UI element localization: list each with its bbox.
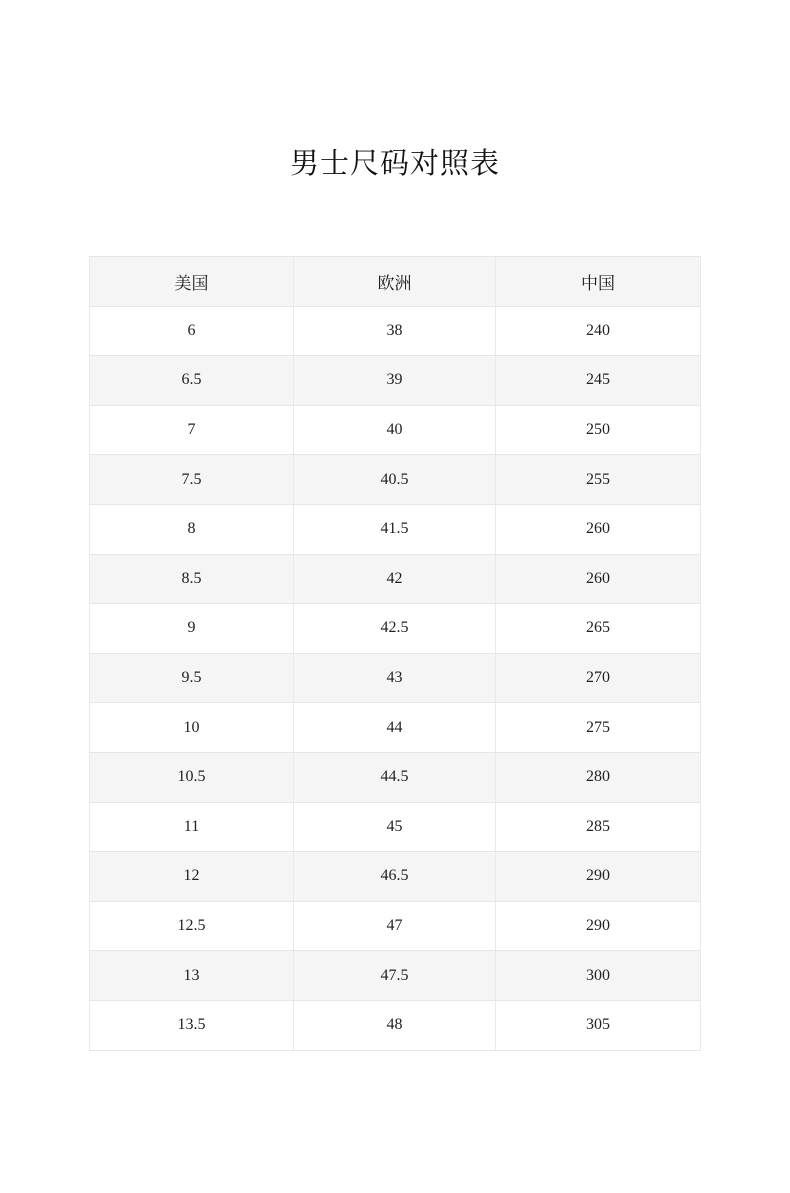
header-eu: 欧洲 xyxy=(294,257,496,307)
cell-eu: 44.5 xyxy=(294,752,496,802)
cell-cn: 300 xyxy=(496,951,701,1001)
cell-cn: 290 xyxy=(496,852,701,902)
cell-us: 9 xyxy=(90,604,294,654)
cell-eu: 41.5 xyxy=(294,504,496,554)
cell-eu: 42.5 xyxy=(294,604,496,654)
cell-us: 8 xyxy=(90,504,294,554)
cell-eu: 40.5 xyxy=(294,455,496,505)
cell-eu: 43 xyxy=(294,653,496,703)
cell-us: 13.5 xyxy=(90,1000,294,1050)
cell-eu: 47 xyxy=(294,901,496,951)
cell-eu: 42 xyxy=(294,554,496,604)
cell-us: 6 xyxy=(90,306,294,356)
cell-cn: 260 xyxy=(496,504,701,554)
cell-eu: 39 xyxy=(294,356,496,406)
cell-eu: 47.5 xyxy=(294,951,496,1001)
table-row xyxy=(90,752,701,802)
cell-us: 12 xyxy=(90,852,294,902)
cell-us: 10.5 xyxy=(90,752,294,802)
cell-us: 8.5 xyxy=(90,554,294,604)
table-row xyxy=(90,852,701,902)
table-row xyxy=(90,901,701,951)
table-row xyxy=(90,356,701,406)
table-row xyxy=(90,802,701,852)
table-row xyxy=(90,554,701,604)
table-header-row xyxy=(90,257,701,307)
cell-us: 6.5 xyxy=(90,356,294,406)
cell-us: 7 xyxy=(90,405,294,455)
header-us: 美国 xyxy=(90,257,294,307)
table-row xyxy=(90,604,701,654)
cell-cn: 240 xyxy=(496,306,701,356)
cell-cn: 265 xyxy=(496,604,701,654)
header-cn: 中国 xyxy=(496,257,701,307)
cell-eu: 44 xyxy=(294,703,496,753)
cell-cn: 250 xyxy=(496,405,701,455)
cell-cn: 245 xyxy=(496,356,701,406)
cell-eu: 46.5 xyxy=(294,852,496,902)
cell-cn: 290 xyxy=(496,901,701,951)
cell-cn: 280 xyxy=(496,752,701,802)
page-title: 男士尺码对照表 xyxy=(289,146,500,181)
cell-cn: 275 xyxy=(496,703,701,753)
cell-us: 13 xyxy=(90,951,294,1001)
cell-eu: 45 xyxy=(294,802,496,852)
size-chart-table xyxy=(89,256,701,1051)
cell-eu: 48 xyxy=(294,1000,496,1050)
cell-cn: 260 xyxy=(496,554,701,604)
cell-us: 9.5 xyxy=(90,653,294,703)
table-row xyxy=(90,1000,701,1050)
table-row xyxy=(90,703,701,753)
table-row xyxy=(90,504,701,554)
cell-cn: 285 xyxy=(496,802,701,852)
cell-cn: 255 xyxy=(496,455,701,505)
table-row xyxy=(90,306,701,356)
cell-eu: 38 xyxy=(294,306,496,356)
cell-us: 10 xyxy=(90,703,294,753)
cell-cn: 305 xyxy=(496,1000,701,1050)
table-row xyxy=(90,653,701,703)
table-row xyxy=(90,951,701,1001)
cell-us: 11 xyxy=(90,802,294,852)
cell-cn: 270 xyxy=(496,653,701,703)
cell-us: 7.5 xyxy=(90,455,294,505)
table-row xyxy=(90,455,701,505)
cell-us: 12.5 xyxy=(90,901,294,951)
table-row xyxy=(90,405,701,455)
cell-eu: 40 xyxy=(294,405,496,455)
